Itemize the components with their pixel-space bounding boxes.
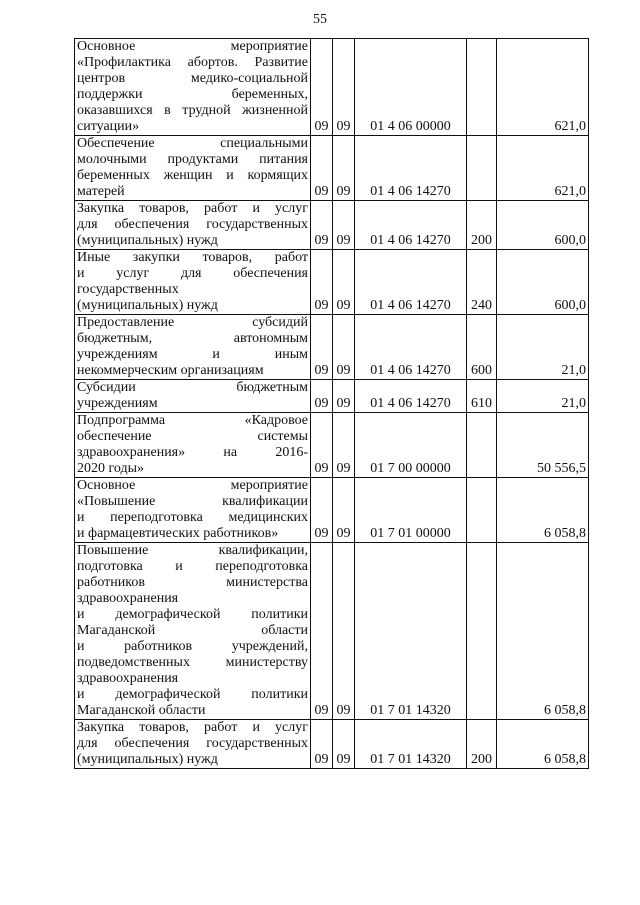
item-name-line: ситуации» (77, 119, 140, 134)
section-code-cell: 09 (311, 136, 333, 201)
item-name-line: оказавшихся в трудной жизненной (77, 103, 308, 118)
item-name-cell (75, 250, 311, 315)
item-name-line: Предоставление субсидий (77, 315, 308, 330)
subsection-code-cell: 09 (333, 720, 355, 769)
item-name-cell (75, 39, 311, 136)
target-article-cell: 01 7 01 00000 (355, 478, 467, 543)
expense-type-cell (467, 543, 497, 720)
item-name-line: учреждениям (77, 396, 158, 411)
expense-type-cell: 200 (467, 201, 497, 250)
expense-type-cell: 610 (467, 380, 497, 413)
budget-table (74, 38, 589, 769)
item-name-line: Повышение квалификации, (77, 543, 308, 558)
item-name-line: Основное мероприятие (77, 478, 308, 493)
item-name-cell (75, 201, 311, 250)
table-row (75, 315, 589, 380)
expense-type-cell: 200 (467, 720, 497, 769)
item-name-line: беременных женщин и кормящих (77, 168, 308, 183)
subsection-code-cell: 09 (333, 136, 355, 201)
item-name-cell (75, 315, 311, 380)
page-number: 55 (313, 12, 327, 27)
subsection-code-cell: 09 (333, 315, 355, 380)
item-name-line: (муниципальных) нужд (77, 233, 218, 248)
item-name-cell (75, 720, 311, 769)
item-name-line: для обеспечения государственных (77, 736, 308, 751)
target-article-cell: 01 7 01 14320 (355, 543, 467, 720)
item-name-line: учреждениям и иным (77, 347, 308, 362)
target-article-cell: 01 4 06 14270 (355, 380, 467, 413)
amount-cell: 21,0 (497, 380, 589, 413)
item-name-line: (муниципальных) нужд (77, 298, 218, 313)
item-name-line: государственных (77, 282, 179, 297)
item-name-line: 2020 годы» (77, 461, 145, 476)
subsection-code-cell: 09 (333, 478, 355, 543)
item-name-line: и работников учреждений, (77, 639, 308, 654)
target-article-cell: 01 4 06 14270 (355, 201, 467, 250)
item-name-line: «Повышение квалификации (77, 494, 308, 509)
table-row (75, 380, 589, 413)
amount-cell: 600,0 (497, 250, 589, 315)
amount-cell: 621,0 (497, 39, 589, 136)
item-name-cell (75, 543, 311, 720)
table-row (75, 39, 589, 136)
target-article-cell: 01 4 06 14270 (355, 250, 467, 315)
expense-type-cell (467, 413, 497, 478)
item-name-line: некоммерческим организациям (77, 363, 264, 378)
item-name-line: Закупка товаров, работ и услуг (77, 201, 308, 216)
item-name-cell (75, 478, 311, 543)
expense-type-cell: 600 (467, 315, 497, 380)
section-code-cell: 09 (311, 39, 333, 136)
table-row (75, 413, 589, 478)
table-row (75, 250, 589, 315)
item-name-line: Подпрограмма «Кадровое (77, 413, 308, 428)
amount-cell: 50 556,5 (497, 413, 589, 478)
item-name-line: Основное мероприятие (77, 39, 308, 54)
item-name-line: (муниципальных) нужд (77, 752, 218, 767)
section-code-cell: 09 (311, 201, 333, 250)
item-name-line: «Профилактика абортов. Развитие (77, 55, 308, 70)
subsection-code-cell: 09 (333, 201, 355, 250)
item-name-line: поддержки беременных, (77, 87, 308, 102)
item-name-line: здравоохранения (77, 591, 179, 606)
section-code-cell: 09 (311, 543, 333, 720)
item-name-line: Субсидии бюджетным (77, 380, 308, 395)
amount-cell: 6 058,8 (497, 720, 589, 769)
section-code-cell: 09 (311, 250, 333, 315)
item-name-cell (75, 380, 311, 413)
item-name-line: бюджетным, автономным (77, 331, 308, 346)
amount-cell: 6 058,8 (497, 543, 589, 720)
table-row (75, 478, 589, 543)
subsection-code-cell: 09 (333, 250, 355, 315)
item-name-line: Магаданской области (77, 703, 206, 718)
item-name-line: Обеспечение специальными (77, 136, 308, 151)
expense-type-cell: 240 (467, 250, 497, 315)
item-name-line: матерей (77, 184, 125, 199)
item-name-line: и услуг для обеспечения (77, 266, 308, 281)
item-name-line: Закупка товаров, работ и услуг (77, 720, 308, 735)
item-name-line: для обеспечения государственных (77, 217, 308, 232)
item-name-line: центров медико-социальной (77, 71, 308, 86)
item-name-line: подготовка и переподготовка (77, 559, 308, 574)
item-name-line: и демографической политики (77, 607, 308, 622)
expense-type-cell (467, 478, 497, 543)
expense-type-cell (467, 39, 497, 136)
table-row (75, 201, 589, 250)
section-code-cell: 09 (311, 315, 333, 380)
item-name-line: и демографической политики (77, 687, 308, 702)
item-name-line: обеспечение системы (77, 429, 308, 444)
target-article-cell: 01 7 01 14320 (355, 720, 467, 769)
section-code-cell: 09 (311, 413, 333, 478)
target-article-cell: 01 7 00 00000 (355, 413, 467, 478)
section-code-cell: 09 (311, 720, 333, 769)
item-name-line: Иные закупки товаров, работ (77, 250, 308, 265)
amount-cell: 600,0 (497, 201, 589, 250)
table-row (75, 543, 589, 720)
subsection-code-cell: 09 (333, 413, 355, 478)
item-name-line: молочными продуктами питания (77, 152, 308, 167)
table-row (75, 720, 589, 769)
amount-cell: 6 058,8 (497, 478, 589, 543)
item-name-line: здравоохранения (77, 671, 179, 686)
item-name-line: и фармацевтических работников» (77, 526, 279, 541)
section-code-cell: 09 (311, 478, 333, 543)
section-code-cell: 09 (311, 380, 333, 413)
subsection-code-cell: 09 (333, 543, 355, 720)
subsection-code-cell: 09 (333, 380, 355, 413)
amount-cell: 21,0 (497, 315, 589, 380)
item-name-line: здравоохранения» на 2016- (77, 445, 308, 460)
item-name-line: подведомственных министерству (77, 655, 308, 670)
target-article-cell: 01 4 06 14270 (355, 315, 467, 380)
item-name-line: Магаданской области (77, 623, 308, 638)
target-article-cell: 01 4 06 14270 (355, 136, 467, 201)
item-name-line: и переподготовка медицинских (77, 510, 308, 525)
item-name-cell (75, 413, 311, 478)
expense-type-cell (467, 136, 497, 201)
subsection-code-cell: 09 (333, 39, 355, 136)
amount-cell: 621,0 (497, 136, 589, 201)
table-row (75, 136, 589, 201)
item-name-cell (75, 136, 311, 201)
target-article-cell: 01 4 06 00000 (355, 39, 467, 136)
item-name-line: работников министерства (77, 575, 308, 590)
